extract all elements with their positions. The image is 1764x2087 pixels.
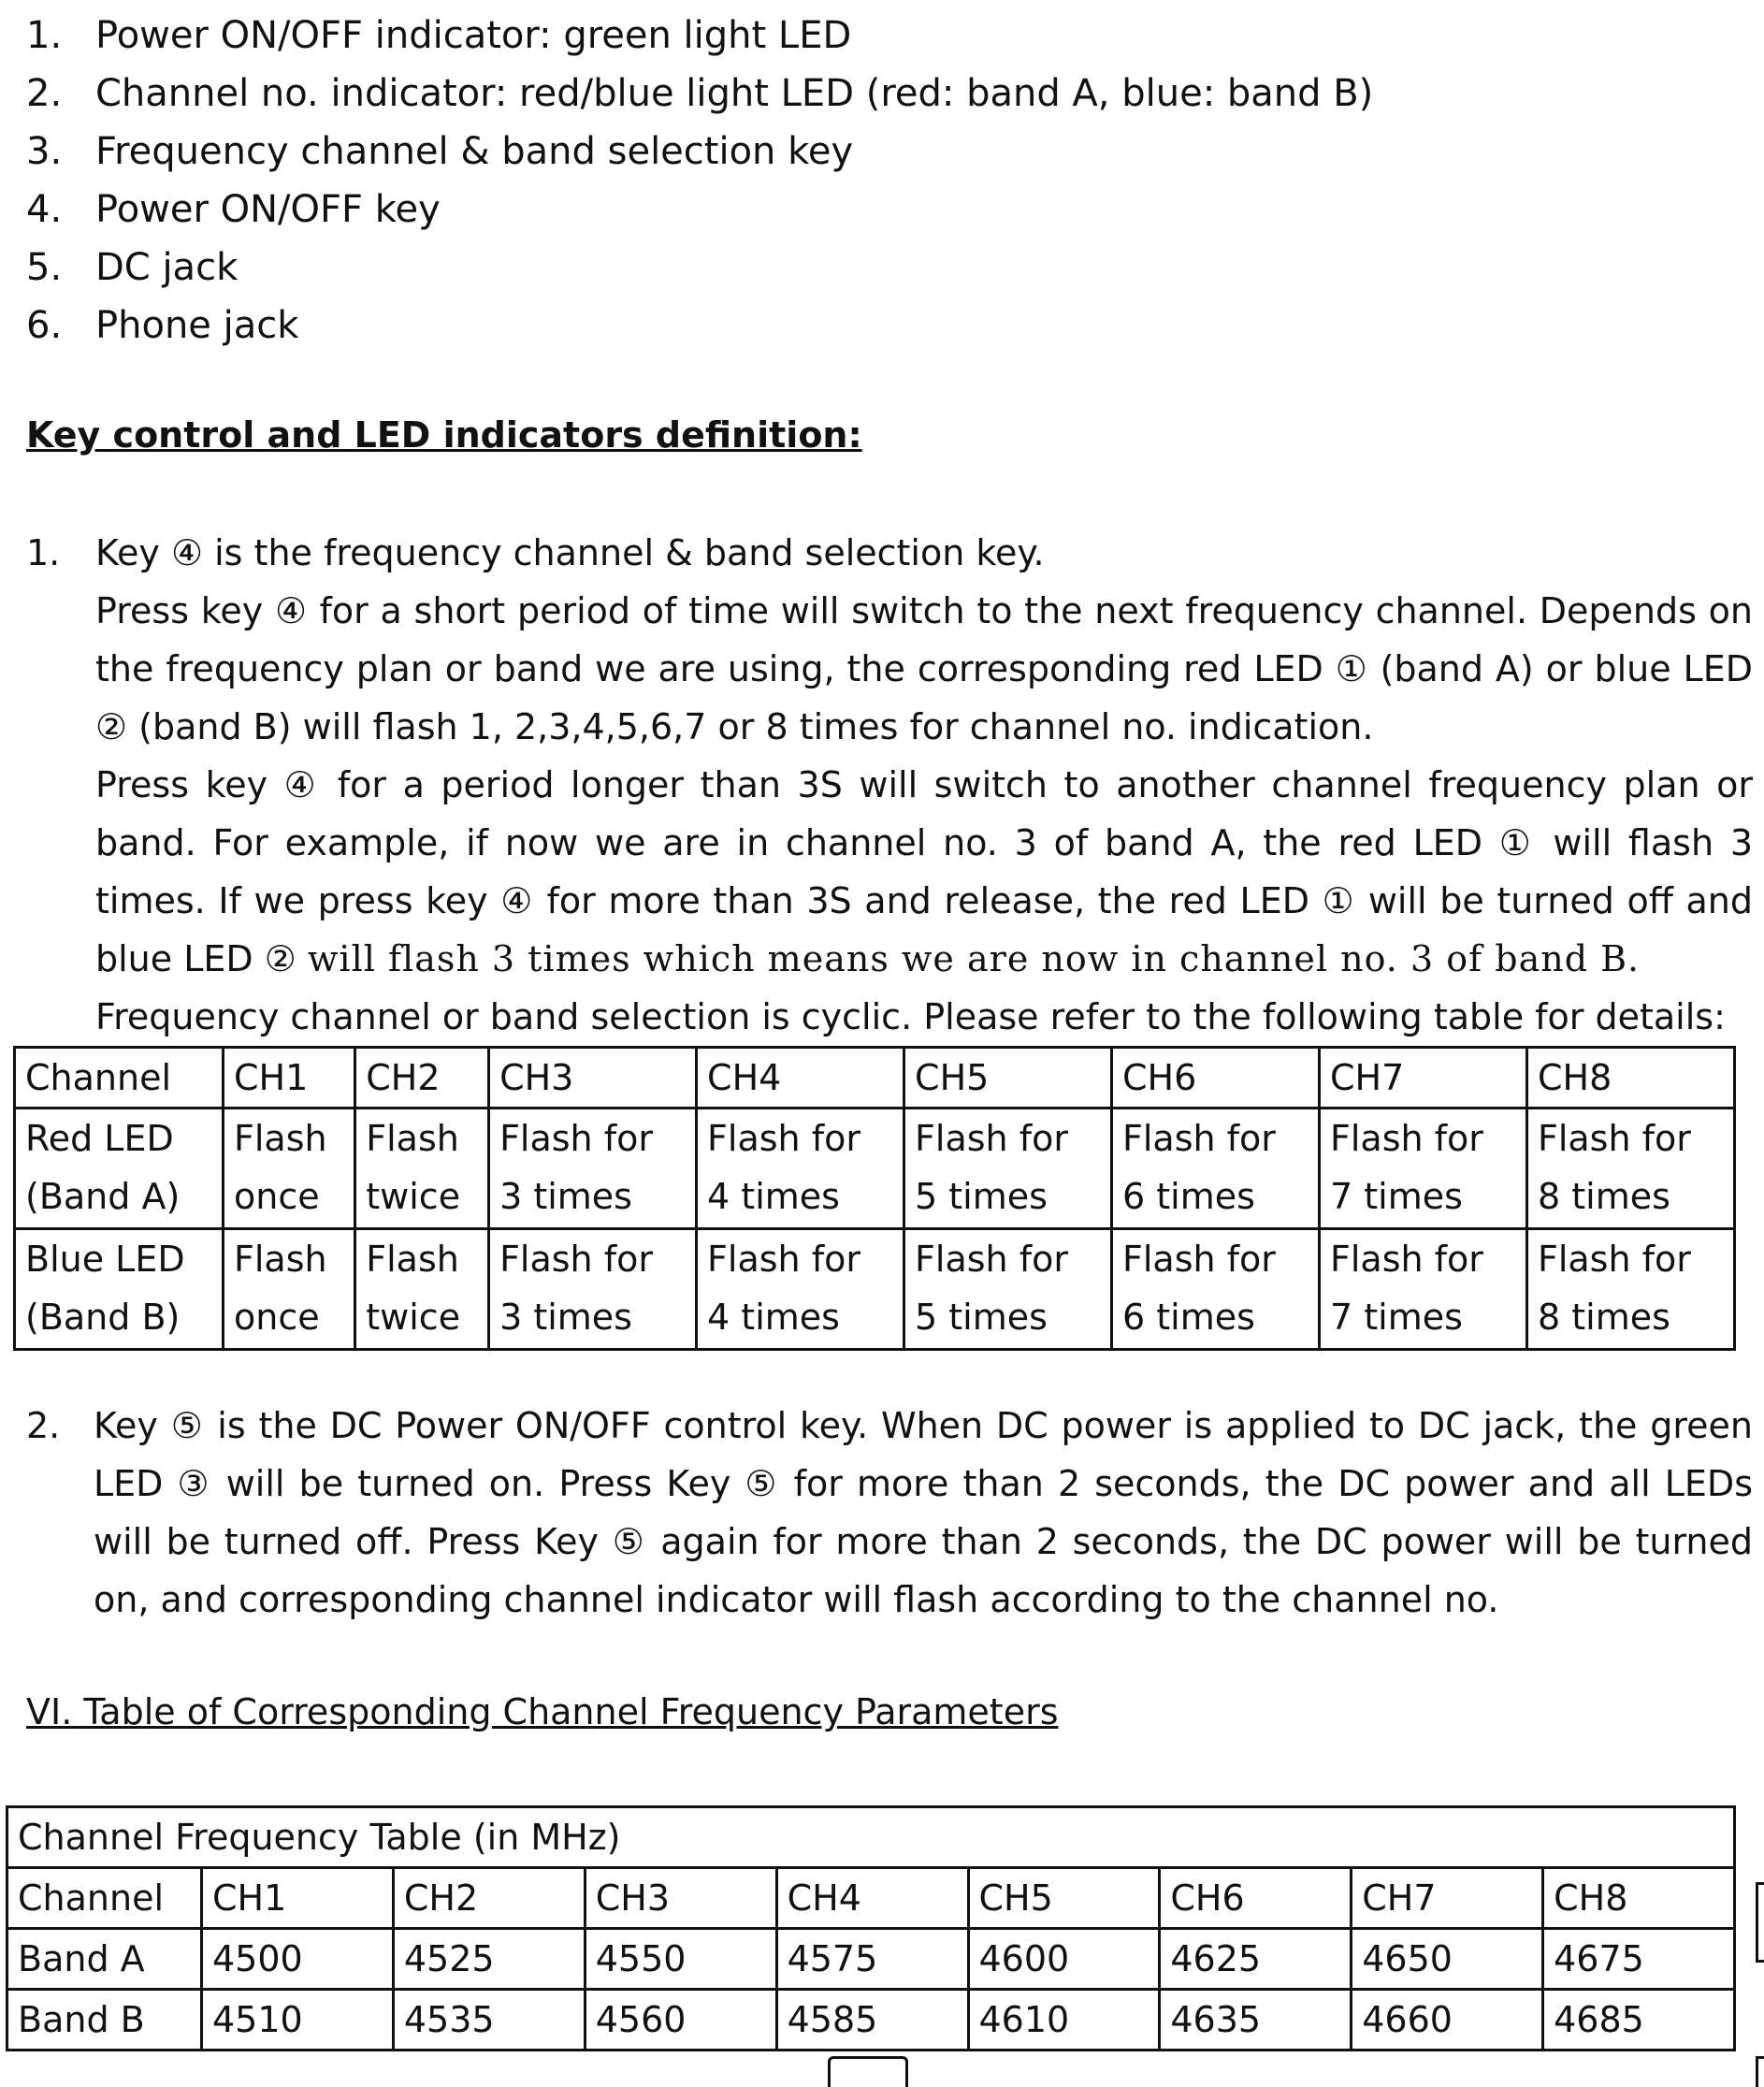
table-header-cell: CH3 [585, 1868, 776, 1929]
cell-line: Flash for [1537, 1239, 1691, 1280]
cell-line: Flash [234, 1118, 327, 1159]
table-row-label: Band B [7, 1990, 202, 2051]
component-list-item [26, 67, 1373, 125]
table-cell: 4685 [1543, 1990, 1735, 2051]
item1-para-c: Frequency channel or band selection is cyclic. Please refer to the following table for details: [95, 996, 1726, 1037]
table-cell [1320, 1109, 1527, 1229]
list-text: DC jack [95, 246, 239, 289]
cell-line: 3 times [499, 1176, 632, 1217]
list-number: 1. [26, 14, 63, 57]
table-cell [1320, 1229, 1527, 1350]
cell-line: Flash for [707, 1118, 860, 1159]
cell-line: 7 times [1330, 1297, 1463, 1338]
table-header-cell: CH4 [776, 1868, 968, 1929]
table-cell: 4575 [776, 1929, 968, 1990]
cell-line: (Band A) [25, 1176, 181, 1217]
page-edge-mark [1756, 2056, 1764, 2087]
cell-line: 3 times [499, 1297, 632, 1338]
item1-body [95, 524, 1753, 1046]
item1-para-b-end: will flash 3 times which means we are now in channel no. 3 of band B. [307, 938, 1641, 979]
item2-body: Key ⑤ is the DC Power ON/OFF control key. When DC power is applied to DC jack, the green LED ③ will be turned on. Press Key ⑤ for more than 2 seconds, the DC power and all LEDs will be turned off. Press Key ⑤ again for more than 2 seconds, the DC power will be turned on, and corresponding channel indicator will flash according to the channel no. [94, 1405, 1753, 1620]
table-caption: Channel Frequency Table (in MHz) [7, 1807, 1735, 1868]
page-edge-mark [1756, 1882, 1764, 1963]
table-header-cell: CH6 [1112, 1048, 1320, 1109]
list-number: 4. [26, 188, 63, 231]
table-row-label [15, 1229, 224, 1350]
cell-line: twice [366, 1297, 461, 1338]
table-cell: 4600 [968, 1929, 1160, 1990]
cell-line: 4 times [707, 1297, 840, 1338]
led-flash-table [13, 1046, 1736, 1351]
cell-line: once [234, 1176, 320, 1217]
table-cell [1526, 1229, 1734, 1350]
cell-line: 8 times [1537, 1297, 1670, 1338]
item1-number: 1. [26, 532, 61, 573]
cell-line: 7 times [1330, 1176, 1463, 1217]
cell-line: Flash for [1537, 1118, 1691, 1159]
cell-line: Flash for [1122, 1239, 1276, 1280]
table-cell: 4550 [585, 1929, 776, 1990]
table-header-cell: CH7 [1320, 1048, 1527, 1109]
cell-line: (Band B) [25, 1297, 181, 1338]
table-cell [904, 1109, 1112, 1229]
page-number-marker [828, 2056, 908, 2087]
cell-line: Red LED [25, 1118, 174, 1159]
cell-line: Flash for [1330, 1239, 1483, 1280]
cell-line: Flash for [499, 1118, 653, 1159]
list-text: Phone jack [95, 304, 299, 347]
list-number: 6. [26, 304, 63, 347]
table-header-row [15, 1048, 1735, 1109]
table-cell: 4510 [202, 1990, 394, 2051]
component-list-item [26, 183, 1373, 241]
item1-para-b [95, 756, 1753, 988]
table-row-red-led [15, 1109, 1735, 1229]
channel-frequency-table [6, 1805, 1736, 2051]
table-header-cell: CH3 [489, 1048, 697, 1109]
list-text: Frequency channel & band selection key [95, 130, 854, 173]
cell-line: Flash [234, 1239, 327, 1280]
table-header-row [7, 1868, 1735, 1929]
section-vi-heading: VI. Table of Corresponding Channel Frequency Parameters [26, 1691, 1059, 1732]
cell-line: Flash [366, 1239, 459, 1280]
cell-line: 6 times [1122, 1297, 1255, 1338]
table-cell [1526, 1109, 1734, 1229]
cell-line: 8 times [1537, 1176, 1670, 1217]
table-header-cell: CH8 [1543, 1868, 1735, 1929]
table-header-cell: CH1 [202, 1868, 394, 1929]
table-cell [697, 1229, 904, 1350]
cell-line: 5 times [915, 1176, 1048, 1217]
cell-line: 6 times [1122, 1176, 1255, 1217]
component-list-item [26, 241, 1373, 299]
list-text: Channel no. indicator: red/blue light LED (red: band A, blue: band B) [95, 72, 1374, 115]
table-header-cell: CH2 [355, 1048, 489, 1109]
component-list-item [26, 125, 1373, 183]
item2-number: 2. [26, 1405, 61, 1446]
list-number: 2. [26, 72, 63, 115]
table-cell: 4625 [1160, 1929, 1352, 1990]
table-cell: 4650 [1352, 1929, 1543, 1990]
table-header-cell: CH2 [393, 1868, 585, 1929]
item1-para-b-start: Press key ④ for a period longer than 3S will switch to another channel frequency plan or band. For example, if now we are in channel no. 3 of band A, the red LED ① will flash 3 times. If we press key ④ for more than 3S and release, the red LED ① will be turned off and blue LED ② [95, 764, 1753, 979]
table-cell [224, 1109, 355, 1229]
cell-line: Flash for [1330, 1118, 1483, 1159]
table-cell: 4525 [393, 1929, 585, 1990]
list-number: 3. [26, 130, 63, 173]
table-caption-row [7, 1807, 1735, 1868]
list-number: 5. [26, 246, 63, 289]
table-cell [355, 1229, 489, 1350]
table-row-label [15, 1109, 224, 1229]
table-cell: 4660 [1352, 1990, 1543, 2051]
table-cell [489, 1109, 697, 1229]
cell-line: 5 times [915, 1297, 1048, 1338]
table-header-cell: CH7 [1352, 1868, 1543, 1929]
table-cell [355, 1109, 489, 1229]
table-cell: 4610 [968, 1990, 1160, 2051]
cell-line: Flash for [915, 1239, 1068, 1280]
table-header-cell: CH6 [1160, 1868, 1352, 1929]
table-cell: 4635 [1160, 1990, 1352, 2051]
table-cell: 4675 [1543, 1929, 1735, 1990]
cell-line: Flash for [915, 1118, 1068, 1159]
table-row-band-b [7, 1990, 1735, 2051]
table-header-cell: CH5 [904, 1048, 1112, 1109]
component-list-item [26, 9, 1373, 67]
table-row-blue-led [15, 1229, 1735, 1350]
cell-line: 4 times [707, 1176, 840, 1217]
cell-line: Flash [366, 1118, 459, 1159]
table-cell [224, 1229, 355, 1350]
table-cell [1112, 1109, 1320, 1229]
cell-line: Flash for [1122, 1118, 1276, 1159]
cell-line: Flash for [707, 1239, 860, 1280]
table-cell [489, 1229, 697, 1350]
table-header-cell: Channel [7, 1868, 202, 1929]
table-row-label: Band A [7, 1929, 202, 1990]
table-header-cell: CH5 [968, 1868, 1160, 1929]
table-header-cell: CH8 [1526, 1048, 1734, 1109]
table-cell [697, 1109, 904, 1229]
table-cell [904, 1229, 1112, 1350]
table-header-cell: CH1 [224, 1048, 355, 1109]
cell-line: Flash for [499, 1239, 653, 1280]
table-row-band-a [7, 1929, 1735, 1990]
key-control-heading: Key control and LED indicators definition: [26, 414, 862, 456]
table-cell: 4500 [202, 1929, 394, 1990]
table-cell [1112, 1229, 1320, 1350]
table-header-cell: Channel [15, 1048, 224, 1109]
cell-line: once [234, 1297, 320, 1338]
list-text: Power ON/OFF key [95, 188, 441, 231]
component-list [26, 9, 1373, 357]
component-list-item [26, 299, 1373, 357]
table-cell: 4560 [585, 1990, 776, 2051]
table-cell: 4585 [776, 1990, 968, 2051]
item1-para-a: Press key ④ for a short period of time will switch to the next frequency channel. Depends on the frequency plan or band we are using, the corresponding red LED ① (band A) or blue LED ② (band B) will flash 1, 2,3,4,5,6,7 or 8 times for channel no. indication. [95, 590, 1753, 747]
item1-line1: Key ④ is the frequency channel & band selection key. [95, 532, 1045, 573]
list-text: Power ON/OFF indicator: green light LED [95, 14, 852, 57]
table-header-cell: CH4 [697, 1048, 904, 1109]
table-cell: 4535 [393, 1990, 585, 2051]
cell-line: Blue LED [25, 1239, 185, 1280]
cell-line: twice [366, 1176, 461, 1217]
